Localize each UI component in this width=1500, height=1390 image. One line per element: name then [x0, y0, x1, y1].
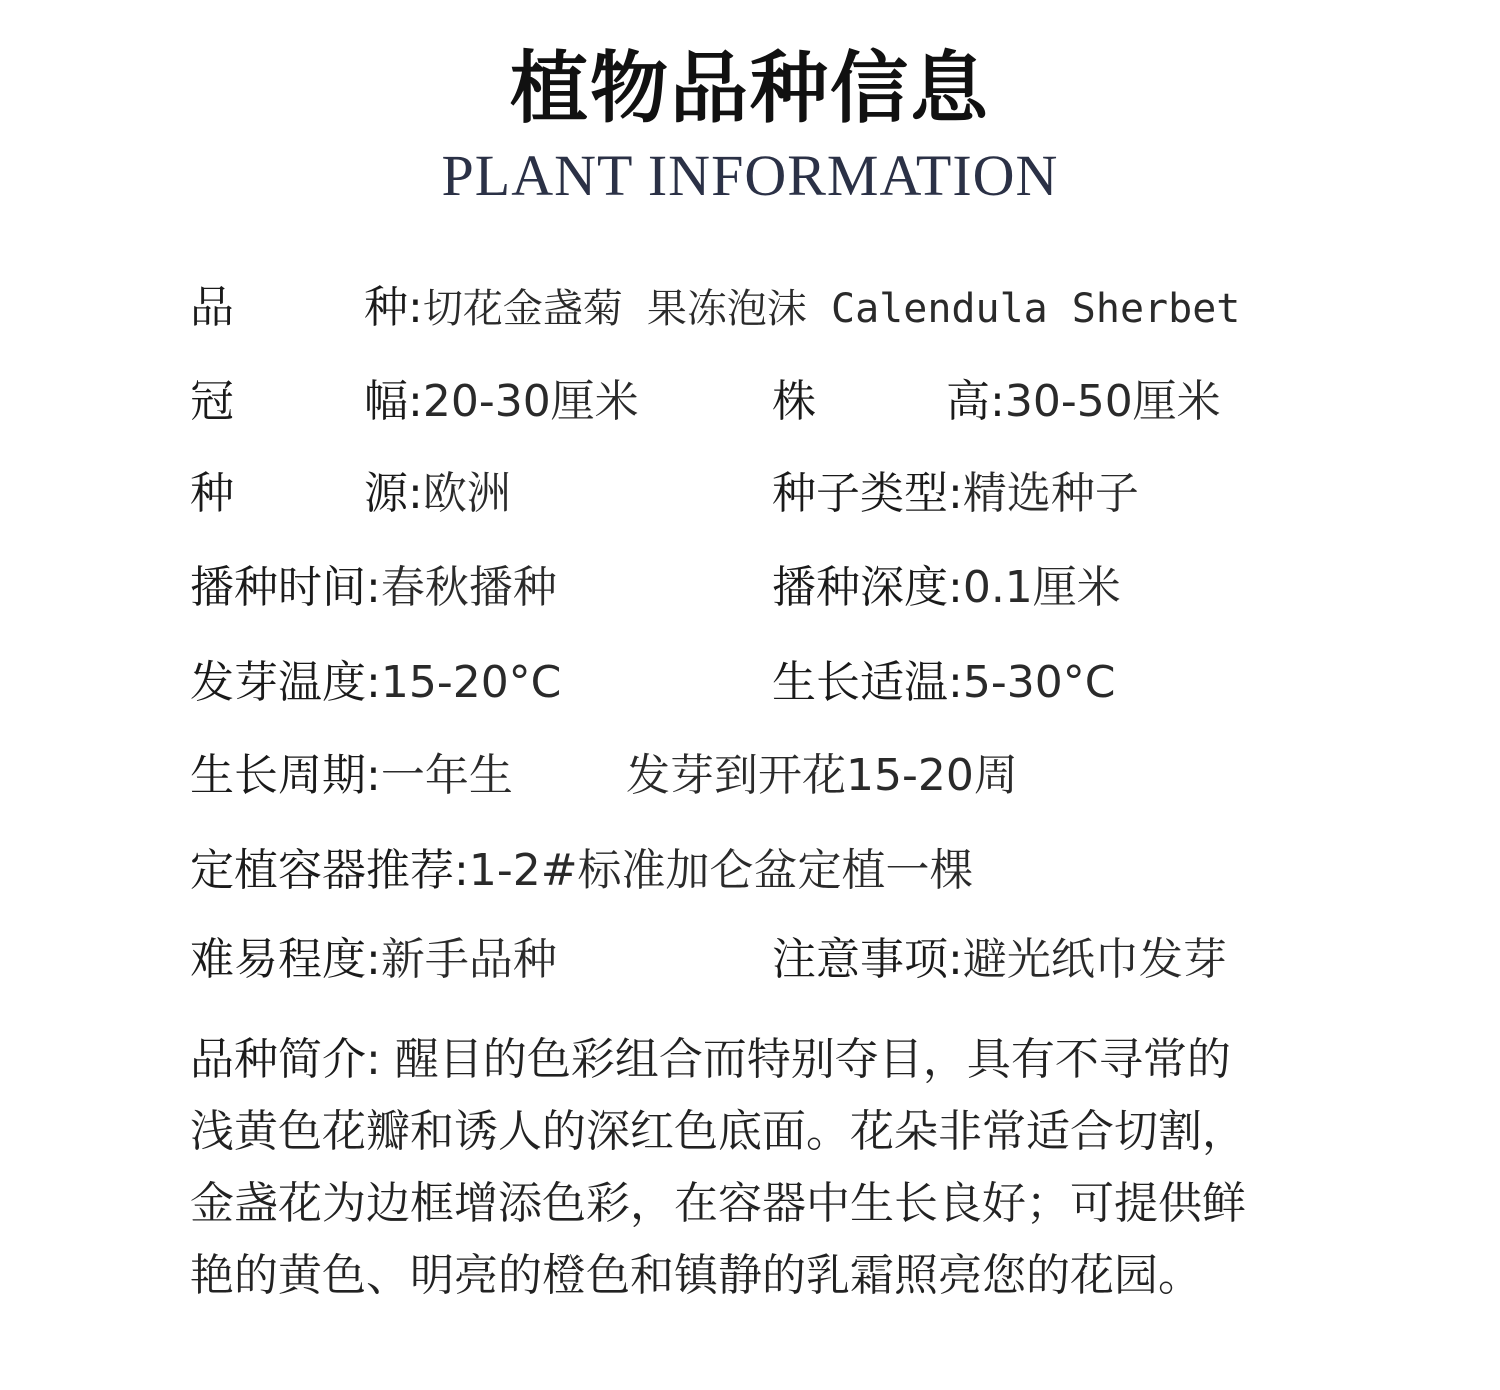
field-notes [772, 932, 1227, 988]
colon: : [408, 376, 423, 427]
field-label: 难易程度 [190, 934, 366, 985]
label-char: 株 [772, 376, 816, 427]
colon: : [366, 562, 381, 613]
field-variety [190, 280, 1240, 337]
field-value: 1-2#标准加仑盆定植一棵 [468, 845, 974, 896]
intro-line: 艳的黄色、明亮的橙色和镇静的乳霜照亮您的花园。 [190, 1250, 1202, 1301]
intro-line: 金盏花为边框增添色彩，在容器中生长良好；可提供鲜 [190, 1178, 1246, 1229]
label-char: 幅 [364, 376, 408, 427]
label-char: 种 [364, 282, 408, 333]
field-value: 20-30厘米 [422, 376, 639, 427]
field-value-extra: 发芽到开花15-20周 [626, 750, 1018, 801]
field-value: 欧洲 [422, 468, 511, 519]
intro-text: 醒目的色彩组合而特别夺目，具有不寻常的 [394, 1034, 1231, 1085]
field-label [190, 466, 408, 522]
field-label: 种子类型 [772, 468, 948, 519]
field-origin [190, 466, 511, 522]
field-value: 精选种子 [962, 468, 1139, 519]
field-label: 发芽温度 [190, 657, 366, 708]
field-value: 切花金盏菊 果冻泡沫 Calendula Sherbet [422, 286, 1241, 332]
field-value: 避光纸巾发芽 [962, 934, 1227, 985]
field-growth-cycle [190, 748, 513, 804]
colon: : [366, 1034, 381, 1085]
field-label: 生长适温 [772, 657, 948, 708]
field-germination-temp [190, 655, 561, 711]
intro-line [190, 1024, 1350, 1096]
colon: : [948, 562, 963, 613]
field-sow-depth [772, 560, 1121, 616]
field-difficulty [190, 932, 557, 988]
field-value: 0.1厘米 [962, 562, 1121, 613]
colon: : [990, 376, 1005, 427]
label-char: 品 [190, 282, 234, 333]
field-value: 一年生 [380, 750, 513, 801]
intro-line: 浅黄色花瓣和诱人的深红色底面。花朵非常适合切割， [190, 1106, 1246, 1157]
field-label: 注意事项 [772, 934, 948, 985]
field-label: 定植容器推荐 [190, 845, 454, 896]
colon: : [366, 750, 381, 801]
page-subtitle: PLANT INFORMATION [441, 143, 1059, 208]
label-char: 高 [946, 376, 990, 427]
colon: : [366, 657, 381, 708]
colon: : [408, 282, 423, 333]
variety-intro [190, 1024, 1350, 1312]
field-value: 新手品种 [380, 934, 557, 985]
field-value: 30-50厘米 [1004, 376, 1221, 427]
field-growth-temp [772, 655, 1115, 711]
field-label [772, 374, 990, 430]
field-label: 播种时间 [190, 562, 366, 613]
label-char: 种 [190, 468, 234, 519]
field-label: 播种深度 [772, 562, 948, 613]
field-value: 5-30°C [962, 657, 1116, 708]
label-char: 冠 [190, 376, 234, 427]
colon: : [366, 934, 381, 985]
colon: : [948, 468, 963, 519]
field-label: 生长周期 [190, 750, 366, 801]
label-char: 源 [364, 468, 408, 519]
field-crown [190, 374, 639, 430]
field-height [772, 374, 1221, 430]
field-seed-type [772, 466, 1139, 522]
page-title: 植物品种信息 [509, 44, 990, 134]
colon: : [948, 934, 963, 985]
colon: : [454, 845, 469, 896]
field-value: 春秋播种 [380, 562, 557, 613]
field-label [190, 280, 408, 336]
field-value: 15-20°C [380, 657, 562, 708]
field-container [190, 843, 974, 899]
colon: : [948, 657, 963, 708]
field-sow-time [190, 560, 557, 616]
field-growth-cycle-extra [626, 748, 1018, 804]
field-label [190, 374, 408, 430]
colon: : [408, 468, 423, 519]
intro-label: 品种简介 [190, 1034, 366, 1085]
